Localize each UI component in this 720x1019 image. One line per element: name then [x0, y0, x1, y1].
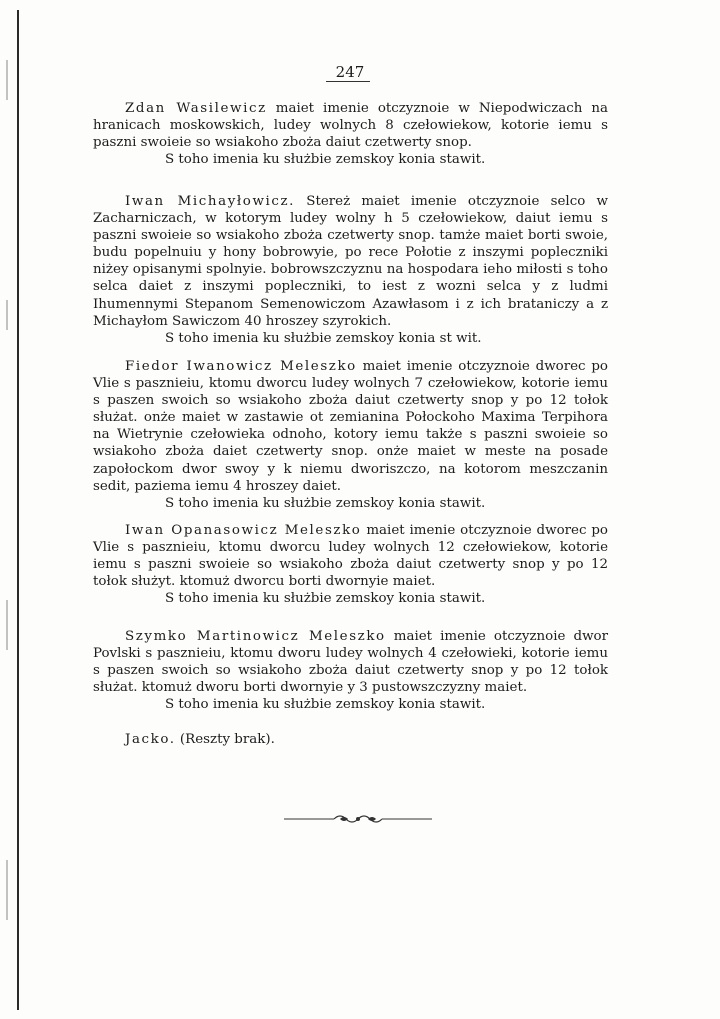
binding-line — [17, 10, 19, 1010]
entry-service: S toho imenia ku służbie zemskoy konia st wit. — [165, 330, 482, 346]
entry-text: maiet imenie otczyznoie dworec po Vlie s pasznieiu, ktomu dworcu ludey wolnych 12 czełowiekow, kotorie iemu s paszni swoieie so wsiakoho zboża daiut czetwerty snop y po 12 tołok służyt. ktomuż dworcu borti dwornyie maiet. — [93, 523, 608, 590]
entry-text: maiet imenie otczyznoie dworec po Vlie s pasznieiu, ktomu dworcu ludey wolnych 7 czełowiekow, kotorie iemu s paszen swoich so wsiakoho zboża daiut czetwerty snop y po 12 tołok służat. onże maiet w zastawie ot zemianina Połockoho Maxima Terpihora na Wietrynie czełowieka odnoho, kotory iemu także s paszni swoieie so wsiakoho zboża daiet czetwerty snop. onże maiet w meste na posade zapołockom dwor swoy y k niemu dworiszczo, na kotorom meszczanin sedit, paziema iemu 4 hroszey daiet. — [93, 359, 608, 494]
entry-text: (Reszty brak). — [175, 732, 275, 747]
entry-service: S toho imenia ku służbie zemskoy konia stawit. — [165, 495, 486, 511]
entry-iwan-opanasowicz-meleszko — [93, 522, 608, 607]
end-ornament — [284, 811, 432, 827]
entry-zdan-wasilewicz — [93, 100, 608, 168]
entry-name: Szymko Martinowicz Meleszko — [125, 629, 386, 644]
entry-service: S toho imenia ku służbie zemskoy konia stawit. — [165, 152, 486, 168]
binding-speck — [6, 60, 8, 100]
entry-text: maiet imenie otczyznoie w Niepodwiczach na hranicach moskowskich, ludey wolnych 8 czełowiekow, kotorie iemu s paszni swoieie so wsiakoho zboża daiut czetwerty snop. — [93, 101, 608, 151]
binding-speck — [6, 300, 8, 330]
entry-text: Stereż maiet imenie otczyznoie selco w Zacharniczach, w kotorym ludey wolny h 5 czełowiekow, daiut iemu s paszni swoieie so wsiakoho zboża czetwerty snop. tamże maiet borti swoie, budu popelnuiu y hony bobrowyie, po rece Połotie z inszymi popleczniki niżey opisanymi spolnyie. bobrowszczyznu na hospodara ieho miłosti s toho selca daiet z inszymi popleczniki, to iest z wozni selca y z ludmi Ihumennymi Stepanom Semenowiczom Azawłasom i z ich brataniczy a z Michayłom Sawiczom 40 hroszey szyrokich. — [93, 194, 608, 329]
page-number-rule — [326, 81, 370, 82]
entry-service: S toho imenia ku służbie zemskoy konia stawit. — [165, 591, 486, 607]
entry-jacko — [93, 731, 608, 748]
entry-name: Iwan Opanasowicz Meleszko — [125, 523, 362, 538]
entry-name: Zdan Wasilewicz — [125, 101, 267, 116]
entry-service: S toho imenia ku służbie zemskoy konia stawit. — [165, 697, 486, 713]
entry-fiedor-iwanowicz-meleszko — [93, 358, 608, 512]
entry-text: maiet imenie otczyznoie dwor Povlski s pasznieiu, ktomu dworu ludey wolnych 4 czełowieki, kotorie iemu s paszen swoich so wsiakoho zboża daiut czetwerty snop y po 12 tołok służat. ktomuż dworu borti dwornyie y 3 pustowszczyzny maiet. — [93, 629, 608, 696]
entry-szymko-martinowicz-meleszko — [93, 628, 608, 713]
entry-name: Fiedor Iwanowicz Meleszko — [125, 359, 357, 374]
entry-name: Iwan Michayłowicz. — [125, 194, 296, 209]
entry-name: Jacko. — [125, 732, 176, 747]
binding-speck — [6, 600, 8, 650]
page-number: 247 — [335, 63, 365, 81]
entry-iwan-michaylowicz — [93, 193, 608, 347]
binding-speck — [6, 860, 8, 920]
binding-edge — [0, 0, 26, 1019]
